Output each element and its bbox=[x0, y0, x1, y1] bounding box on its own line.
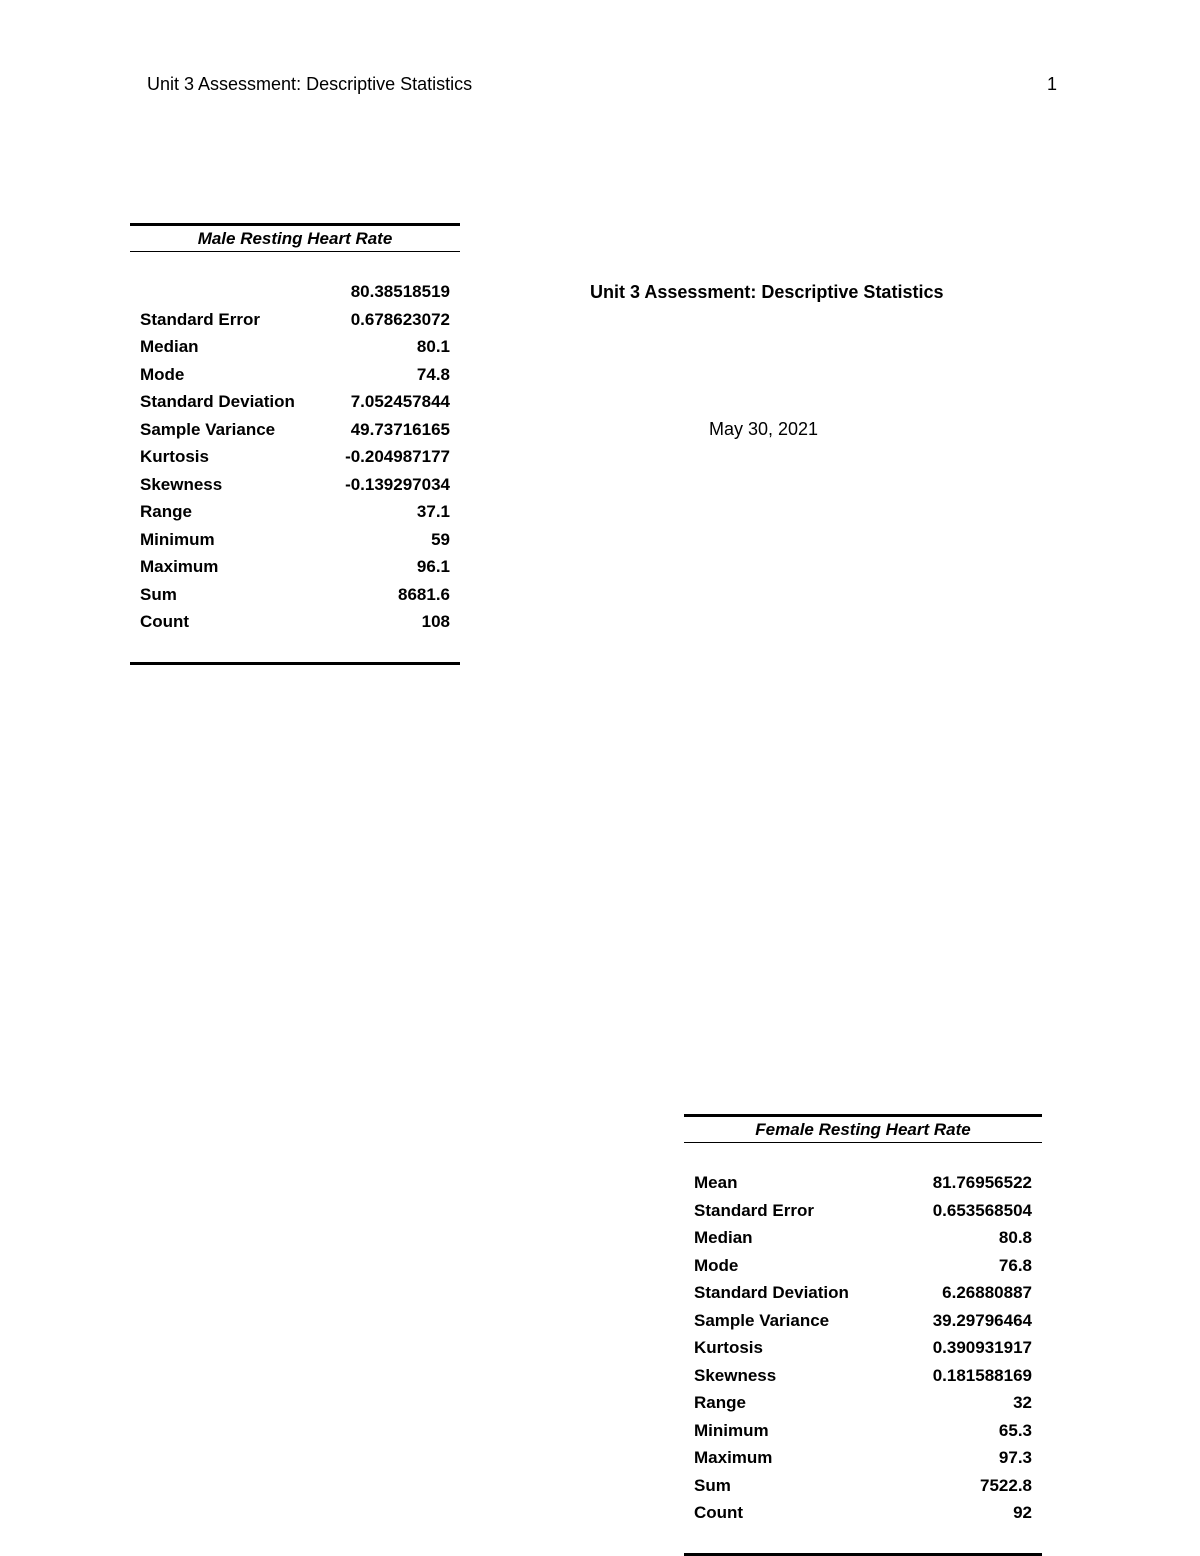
stat-value: 32 bbox=[1013, 1393, 1032, 1412]
stat-label: Median bbox=[694, 1228, 753, 1247]
female-stats-table bbox=[684, 1114, 1042, 1556]
table-row bbox=[684, 1472, 1042, 1500]
stat-value: 80.8 bbox=[998, 1228, 1032, 1247]
stat-value: 0.181588169 bbox=[932, 1365, 1032, 1385]
table-row bbox=[684, 1197, 1042, 1225]
stat-value: 8681.6 bbox=[398, 584, 450, 604]
stat-label: Count bbox=[140, 612, 190, 631]
table-caption: Male Resting Heart Rate bbox=[130, 225, 460, 252]
stat-label: Range bbox=[140, 502, 192, 521]
stat-label: Mode bbox=[694, 1255, 739, 1275]
stat-value: 37.1 bbox=[416, 502, 450, 521]
bottom-rule bbox=[684, 1527, 1042, 1555]
table-row bbox=[130, 278, 460, 306]
stat-label: Mode bbox=[140, 364, 185, 384]
stat-label: Count bbox=[694, 1503, 744, 1522]
stat-value: 76.8 bbox=[998, 1255, 1032, 1275]
table-row bbox=[130, 443, 460, 471]
stat-label: Kurtosis bbox=[694, 1338, 763, 1357]
stat-label: Range bbox=[694, 1393, 746, 1412]
table-row bbox=[130, 553, 460, 581]
stat-value: 0.678623072 bbox=[350, 309, 450, 329]
table-row bbox=[684, 1389, 1042, 1417]
stat-label: Maximum bbox=[694, 1448, 773, 1467]
stat-label: Mean bbox=[694, 1173, 738, 1192]
stat-label: Standard Error bbox=[140, 309, 260, 329]
stat-value: 96.1 bbox=[416, 557, 450, 576]
male-stats-table bbox=[130, 223, 460, 665]
table-row bbox=[130, 416, 460, 444]
stat-value: 6.26880887 bbox=[942, 1283, 1032, 1302]
stat-value: 97.3 bbox=[998, 1448, 1032, 1467]
stat-value: 0.390931917 bbox=[932, 1338, 1032, 1357]
stat-label: Sample Variance bbox=[140, 419, 276, 439]
stat-label: Kurtosis bbox=[140, 447, 209, 466]
stat-value: 80.1 bbox=[416, 337, 450, 356]
stat-value: 7.052457844 bbox=[350, 392, 450, 411]
stat-value: 108 bbox=[421, 612, 450, 631]
stat-label: Sum bbox=[140, 584, 177, 604]
stat-label: Standard Error bbox=[694, 1200, 814, 1220]
page-number: 1 bbox=[1047, 74, 1058, 94]
table-row bbox=[684, 1169, 1042, 1197]
table-row bbox=[684, 1279, 1042, 1307]
table-row bbox=[684, 1307, 1042, 1335]
stat-value: 49.73716165 bbox=[350, 419, 450, 439]
table-row bbox=[684, 1444, 1042, 1472]
stat-value: 92 bbox=[1013, 1503, 1032, 1522]
stat-label: Minimum bbox=[140, 529, 215, 549]
table-row bbox=[130, 526, 460, 554]
table-row bbox=[684, 1252, 1042, 1280]
table-row bbox=[130, 306, 460, 334]
stat-label: Skewness bbox=[694, 1365, 777, 1385]
table-row bbox=[684, 1224, 1042, 1252]
table-row bbox=[130, 471, 460, 499]
table-row bbox=[130, 498, 460, 526]
stat-label: Median bbox=[140, 337, 199, 356]
stat-label: Skewness bbox=[140, 474, 223, 494]
running-head: Unit 3 Assessment: Descriptive Statistics bbox=[147, 74, 473, 94]
stat-value: 74.8 bbox=[416, 364, 450, 384]
stat-label: Sum bbox=[694, 1475, 731, 1495]
stat-value: 39.29796464 bbox=[932, 1310, 1032, 1330]
table-row bbox=[130, 361, 460, 389]
table-body bbox=[684, 1143, 1042, 1555]
stat-label bbox=[130, 278, 323, 306]
stat-value: 80.38518519 bbox=[350, 282, 450, 301]
stat-value: 7522.8 bbox=[980, 1475, 1032, 1495]
table-row bbox=[130, 333, 460, 361]
spacer-row bbox=[130, 252, 460, 279]
table-row bbox=[130, 581, 460, 609]
stat-label: Maximum bbox=[140, 557, 219, 576]
stat-value: 81.76956522 bbox=[932, 1173, 1032, 1192]
bottom-rule bbox=[130, 636, 460, 664]
spacer-row bbox=[684, 1143, 1042, 1170]
table-body bbox=[130, 252, 460, 664]
table-row bbox=[130, 608, 460, 636]
stat-value: 0.653568504 bbox=[932, 1200, 1032, 1220]
table-row bbox=[684, 1334, 1042, 1362]
stat-label: Minimum bbox=[694, 1420, 769, 1440]
table-caption: Female Resting Heart Rate bbox=[684, 1116, 1042, 1143]
document-date: May 30, 2021 bbox=[709, 419, 819, 439]
stat-label: Standard Deviation bbox=[140, 392, 295, 411]
document-title: Unit 3 Assessment: Descriptive Statistics bbox=[590, 282, 944, 302]
table-row bbox=[130, 388, 460, 416]
table-row bbox=[684, 1417, 1042, 1445]
stat-label: Sample Variance bbox=[694, 1310, 830, 1330]
stat-value: 65.3 bbox=[998, 1420, 1032, 1440]
stat-value: -0.139297034 bbox=[345, 474, 450, 494]
stat-value: -0.204987177 bbox=[345, 447, 450, 466]
table-row bbox=[684, 1362, 1042, 1390]
stat-value: 59 bbox=[431, 529, 450, 549]
stat-label: Standard Deviation bbox=[694, 1283, 849, 1302]
table-row bbox=[684, 1499, 1042, 1527]
